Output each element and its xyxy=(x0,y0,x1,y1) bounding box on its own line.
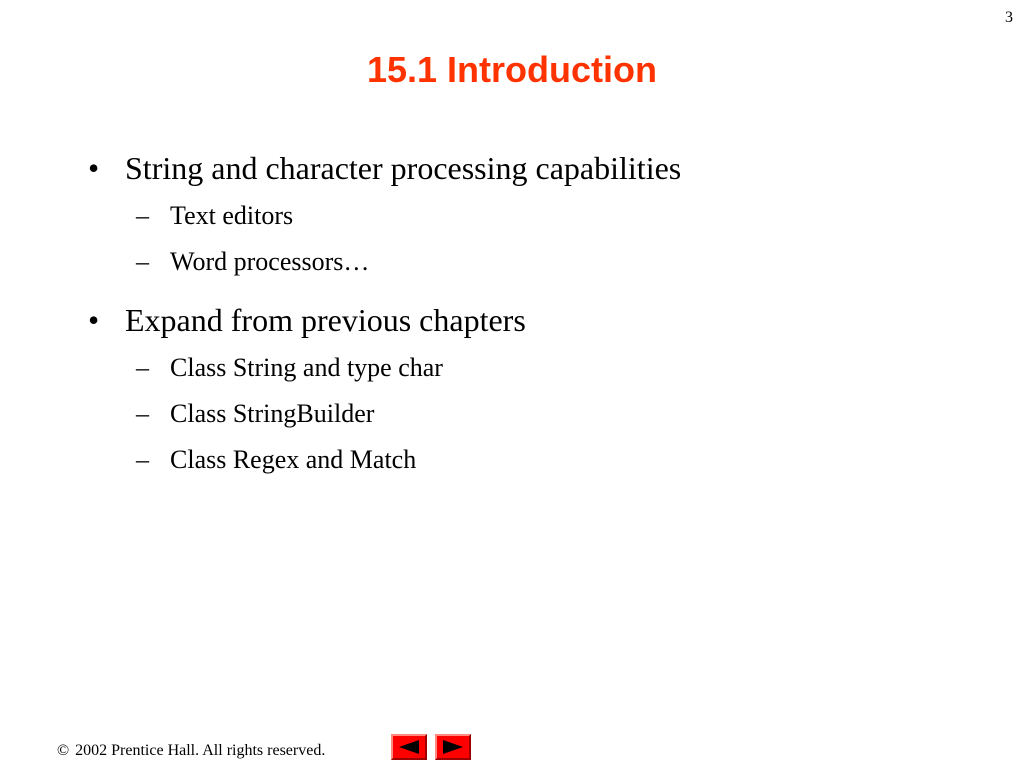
bullet-row xyxy=(80,143,980,193)
sub-bullet-marker: – xyxy=(136,353,149,382)
sub-bullet-item xyxy=(136,391,980,437)
copyright-text: 2002 Prentice Hall. All rights reserved. xyxy=(75,742,326,759)
bullet-row xyxy=(80,295,980,345)
bullet-item xyxy=(80,295,980,483)
bullet-item xyxy=(80,143,980,285)
sub-bullet-item xyxy=(136,437,980,483)
sub-bullet-text: Class String and type char xyxy=(170,353,443,382)
sub-bullet-text: Word processors… xyxy=(170,247,370,276)
bullet-list xyxy=(80,143,980,483)
sub-bullet-marker: – xyxy=(136,201,149,230)
slide-title: 15.1 Introduction xyxy=(366,49,658,90)
bullet-text: String and character processing capabilities xyxy=(125,150,682,186)
next-slide-button[interactable] xyxy=(435,734,471,760)
sub-bullet-list xyxy=(80,193,980,285)
left-triangle-icon xyxy=(397,739,421,755)
copyright-footer xyxy=(57,741,325,761)
right-triangle-icon xyxy=(441,739,465,755)
copyright-symbol: © xyxy=(57,742,70,759)
bullet-text: Expand from previous chapters xyxy=(125,302,526,338)
slide-navigation xyxy=(391,734,471,760)
sub-bullet-text: Class StringBuilder xyxy=(170,399,375,428)
page-number: 3 xyxy=(1005,9,1013,26)
bullet-marker: • xyxy=(88,150,100,186)
sub-bullet-marker: – xyxy=(136,247,149,276)
sub-bullet-item xyxy=(136,345,980,391)
bullet-marker: • xyxy=(88,302,100,338)
sub-bullet-text: Class Regex and Match xyxy=(170,445,417,474)
sub-bullet-text: Text editors xyxy=(170,201,294,230)
sub-bullet-list xyxy=(80,345,980,483)
previous-slide-button[interactable] xyxy=(391,734,427,760)
sub-bullet-item xyxy=(136,193,980,239)
sub-bullet-marker: – xyxy=(136,399,149,428)
sub-bullet-item xyxy=(136,239,980,285)
sub-bullet-marker: – xyxy=(136,445,149,474)
